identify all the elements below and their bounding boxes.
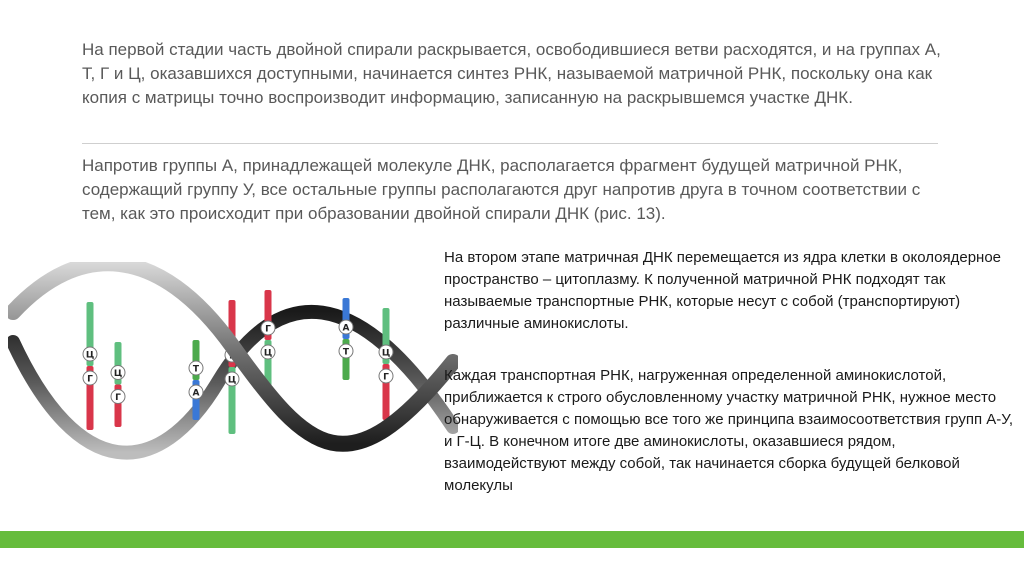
base-label-top: Г (265, 324, 271, 335)
bottom-strip (0, 548, 1024, 574)
base-label-top: Г (229, 351, 235, 362)
base-label-bottom: Г (383, 372, 389, 383)
paragraph-second-stage: На втором этапе матричная ДНК перемещается из ядра клетки в околоядерное пространство – цитоплазму. К полученной матричной РНК подходят так называемые транспортные РНК, которые несут с собой (транспортируют) различные аминокислоты. (444, 249, 1002, 332)
base-label-bottom: Ц (227, 375, 237, 386)
base-label-top: Ц (85, 350, 95, 361)
base-label-top: Ц (113, 369, 123, 379)
paragraph-first-stage: На первой стадии часть двойной спирали раскрывается, освободившиеся ветви расходятся, и на группах А, Т, Г и Ц, оказавшихся доступными, начинается синтез РНК, называемой матричной РНК, поскольку она как копия с матрицы точно воспроизводит информацию, записанную на раскрывшемся участке ДНК. (82, 40, 941, 107)
base-label-bottom: Г (115, 393, 121, 403)
base-label-bottom: Т (342, 347, 350, 358)
base-label-top: Т (192, 364, 200, 375)
bottom-accent-bar (0, 531, 1024, 548)
dna-double-helix-figure (8, 262, 458, 482)
paragraph-pairing: Напротив группы А, принадлежащей молекуле ДНК, располагается фрагмент будущей матричной РНК, содержащий группу У, все остальные группы располагаются друг напротив друга в точном соответствии с тем, как это происходит при образовании двойной спирали ДНК (рис. 13). (82, 156, 921, 223)
paragraph-transport-rna: Каждая транспортная РНК, нагруженная определенной аминокислотой, приближается к строго обусловленному участку матричной РНК, нужное место обнаруживается с помощью все того же принципа взаимосоответствия групп А-У, и Г-Ц. В конечном итоге две аминокислоты, оказавшиеся рядом, взаимодействуют между собой, так начинается сборка будущей белковой молекулы (444, 367, 1013, 494)
base-label-bottom: Г (87, 374, 93, 385)
base-label-top: Ц (381, 348, 391, 359)
divider-line (82, 143, 938, 144)
base-label-bottom: Ц (263, 348, 273, 359)
base-label-top: А (342, 323, 350, 334)
base-label-bottom: А (192, 388, 200, 399)
